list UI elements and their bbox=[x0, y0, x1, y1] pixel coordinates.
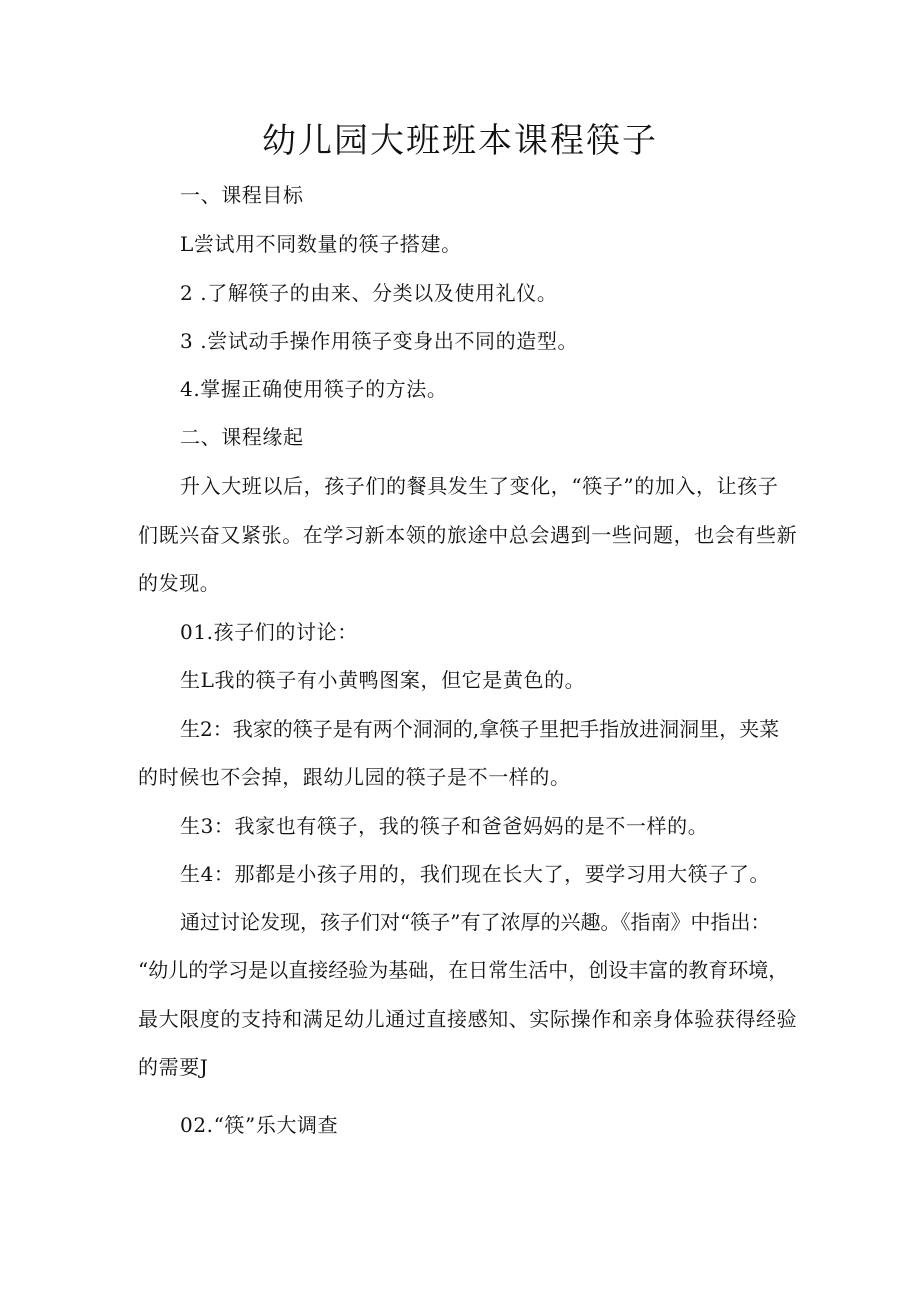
subsection-heading-discussion: 01.孩子们的讨论： bbox=[180, 620, 358, 644]
goal-item-4: 4.掌握正确使用筷子的方法。 bbox=[180, 377, 448, 401]
paragraph-line: 们既兴奋又紧张。在学习新本领的旅途中总会遇到一些问题，也会有些新 bbox=[138, 523, 798, 547]
dialogue-line: 的时候也不会掉，跟幼儿园的筷子是不一样的。 bbox=[138, 765, 571, 789]
section-heading-origin: 二、课程缘起 bbox=[180, 425, 304, 449]
dialogue-line: 生2：我家的筷子是有两个洞洞的,拿筷子里把手指放进洞洞里，夹菜 bbox=[180, 717, 780, 741]
goal-item-1: L尝试用不同数量的筷子搭建。 bbox=[180, 232, 462, 256]
paragraph-line: 升入大班以后，孩子们的餐具发生了变化，“筷子”的加入，让孩子 bbox=[180, 474, 779, 498]
paragraph-line: 通过讨论发现，孩子们对“筷子”有了浓厚的兴趣。《指南》中指出： bbox=[180, 910, 771, 934]
dialogue-line: 生L我的筷子有小黄鸭图案，但它是黄色的。 bbox=[180, 668, 586, 692]
dialogue-line: 生4：那都是小孩子用的，我们现在长大了，要学习用大筷子了。 bbox=[180, 862, 771, 886]
page-title: 幼儿园大班班本课程筷子 bbox=[262, 121, 658, 161]
paragraph-line: 最大限度的支持和满足幼儿通过直接感知、实际操作和亲身体验获得经验 bbox=[138, 1007, 798, 1031]
paragraph-line: 的需要J bbox=[138, 1055, 209, 1079]
paragraph-line: 的发现。 bbox=[138, 571, 221, 595]
goal-item-2: 2 .了解筷子的由来、分类以及使用礼仪。 bbox=[180, 281, 558, 305]
section-heading-goals: 一、课程目标 bbox=[180, 183, 304, 207]
dialogue-line: 生3：我家也有筷子，我的筷子和爸爸妈妈的是不一样的。 bbox=[180, 814, 709, 838]
subsection-heading-survey: 02.“筷”乐大调查 bbox=[180, 1113, 339, 1137]
goal-item-3: 3 .尝试动手操作用筷子变身出不同的造型。 bbox=[180, 329, 579, 353]
paragraph-line: “幼儿的学习是以直接经验为基础，在日常生活中，创设丰富的教育环境， bbox=[138, 958, 789, 982]
